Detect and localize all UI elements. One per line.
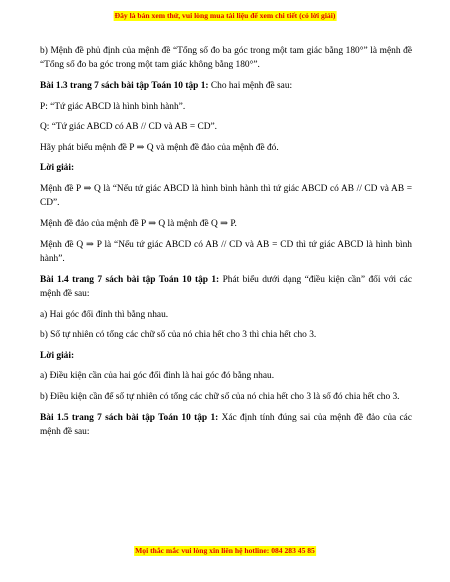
solution-1-converse: Mệnh đề Q ⇒ P là “Nếu tứ giác ABCD có AB // CD và AB = CD thì tứ giác ABCD là hình bình hành”. bbox=[40, 239, 412, 264]
solution-2-item-a: a) Điều kiện cần của hai góc đối đỉnh là hai góc đó bằng nhau. bbox=[40, 371, 275, 382]
paragraph-negation: b) Mệnh đề phủ định của mệnh đề “Tổng số đo ba góc trong một tam giác bằng 180°” là mệnh đề “Tổng số đo ba góc trong một tam giác không bằng 180°”. bbox=[40, 46, 412, 71]
hotline-footer: Mọi thắc mắc vui lòng xin liên hệ hotline: 084 283 45 85 bbox=[135, 546, 315, 555]
solution-2-item-b: b) Điều kiện cần để số tự nhiên có tổng các chữ số của nó chia hết cho 3 là số đó chia hết cho 3. bbox=[40, 391, 400, 402]
solution-heading-2: Lời giải: bbox=[40, 350, 75, 361]
solution-heading-1: Lời giải: bbox=[40, 163, 75, 174]
document-body bbox=[40, 44, 412, 446]
exercise-1-3-task: Hãy phát biểu mệnh đề P ⇒ Q và mệnh đề đảo của mệnh đề đó. bbox=[40, 142, 279, 153]
exercise-1-5-text: Xác định tính đúng sai của mệnh đề đảo của các mệnh đề sau: bbox=[40, 412, 412, 437]
statement-p: P: “Tứ giác ABCD là hình bình hành”. bbox=[40, 101, 186, 112]
exercise-1-5-prompt bbox=[40, 411, 412, 440]
exercise-1-3-text: Cho hai mệnh đề sau: bbox=[208, 81, 293, 91]
exercise-1-4-text: Phát biểu dưới dạng “điều kiện cần” đối với các mệnh đề sau: bbox=[40, 274, 412, 299]
exercise-1-4-item-a: a) Hai góc đối đỉnh thì bằng nhau. bbox=[40, 309, 169, 320]
exercise-1-3-title: Bài 1.3 trang 7 sách bài tập Toán 10 tập 1: bbox=[40, 81, 209, 91]
statement-q: Q: “Tứ giác ABCD có AB // CD và AB = CD”. bbox=[40, 122, 218, 133]
exercise-1-5-title: Bài 1.5 trang 7 sách bài tập Toán 10 tập 1: bbox=[40, 412, 219, 423]
exercise-1-4-title: Bài 1.4 trang 7 sách bài tập Toán 10 tập 1: bbox=[40, 274, 220, 285]
solution-1-converse-intro: Mệnh đề đảo của mệnh đề P ⇒ Q là mệnh đề Q ⇒ P. bbox=[40, 218, 237, 229]
preview-notice-banner: Đây là bản xem thử, vui lòng mua tài liệu để xem chi tiết (có lời giải) bbox=[114, 11, 336, 20]
exercise-1-3-prompt bbox=[40, 79, 412, 93]
exercise-1-4-item-b: b) Số tự nhiên có tổng các chữ số của nó chia hết cho 3 thì chia hết cho 3. bbox=[40, 330, 317, 341]
solution-1-implication: Mệnh đề P ⇒ Q là “Nếu tứ giác ABCD là hình bình hành thì tứ giác ABCD có AB // CD và AB = CD”. bbox=[40, 183, 412, 209]
exercise-1-4-prompt bbox=[40, 273, 412, 302]
